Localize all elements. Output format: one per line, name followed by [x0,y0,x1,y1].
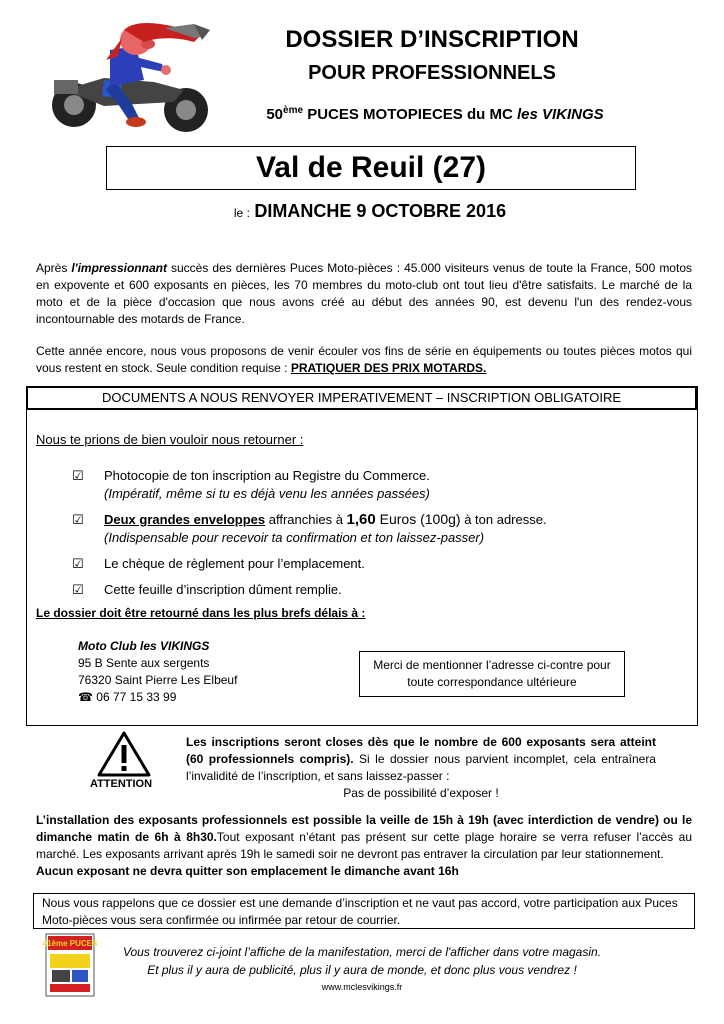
event-club: les VIKINGS [516,106,604,123]
city-box: Val de Reuil (27) [106,146,636,190]
doc-item-2-b: affranchies à [265,512,347,527]
intro-p1-a: Après [36,261,72,275]
address-city: 76320 Saint Pierre Les Elbeuf [78,673,238,687]
checkbox-icon: ☑ [72,556,84,571]
event-date [180,201,560,222]
website-url: www.mclesvikings.fr [321,982,403,992]
checkbox-icon: ☑ [72,582,84,597]
attention-rest: Si le dossier nous parvient incomplet, cela entraînera l’invalidité de l’inscription, et sans laissez-passer : [186,752,656,783]
date-prefix: le : [233,206,250,220]
doc-item-4: Cette feuille d’inscription dûment remplie. [104,582,342,597]
club-address [78,638,237,706]
warning-icon [96,730,152,778]
intro-paragraph-2 [36,343,692,377]
phone-icon: ☎ [78,690,93,704]
intro-p1-emphasis: l'impressionnant [71,261,167,275]
title-line-1: DOSSIER D’INSCRIPTION [285,26,579,53]
checkbox-icon: ☑ [72,468,84,483]
doc-item-2-price: 1,60 [346,511,376,528]
title-line-2: POUR PROFESSIONNELS [308,62,556,84]
doc-item-2-envelopes: Deux grandes enveloppes [104,512,266,527]
documents-header: DOCUMENTS A NOUS RENVOYER IMPERATIVEMENT – INSCRIPTION OBLIGATOIRE [26,386,697,410]
event-poster-thumbnail [42,934,98,996]
attention-no-exhibit: Pas de possibilité d’exposer ! [343,786,499,800]
edition-number: 50 [266,106,284,123]
installation-paragraph [36,812,692,880]
poster-title: 41ème PUCES [42,939,98,948]
intro-p2-a: Cette année encore, nous vous proposons de venir écouler vos fins de série en équipements ou toutes pièces motos qui vous restent en stock. Seule condition requise : [36,344,692,375]
intro-p2-condition: PRATIQUER DES PRIX MOTARDS. [290,361,487,375]
address-note-box: Merci de mentionner l’adresse ci-contre pour toute correspondance ultérieure [359,651,625,697]
footer-line-2: Et plus il y aura de publicité, plus il y aura de monde, et donc plus vous vendrez ! [147,963,577,977]
doc-item-1 [104,467,430,503]
checkbox-icon: ☑ [72,512,84,527]
viking-biker-logo [44,20,214,135]
date-value: DIMANCHE 9 OCTOBRE 2016 [254,201,507,221]
reminder-box: Nous vous rappelons que ce dossier est une demande d’inscription et ne vaut pas accord, votre participation aux Puces Moto-pièces vous sera confirmée ou infirmée par retour de courrier. [33,893,695,929]
footer-message [100,943,624,979]
attention-bold: Les inscriptions seront closes dès que le nombre de 600 exposants sera atteint (60 professionnels compris). [186,735,656,766]
doc-item-2-d: Euros (100g) [375,511,461,527]
documents-prompt: Nous te prions de bien vouloir nous retourner : [36,432,304,447]
address-street: 95 B Sente aux sergents [78,656,210,670]
installation-rest: Tout exposant n’étant pas présent sur cette plage horaire se verra refuser l’accès au marché. Les exposants arrivant après 19h le samedi soir ne devront pas entraver la circulation par leur stationnement. [36,830,693,861]
doc-item-1-note: (Impératif, même si tu es déjà venu les années passées) [104,486,430,501]
footer-line-1: Vous trouverez ci-joint l’affiche de la manifestation, merci de l'afficher dans votre magasin. [122,945,602,959]
doc-item-2-note: (Indispensable pour recevoir ta confirmation et ton laissez-passer) [104,530,485,545]
event-name [200,105,670,123]
attention-text [186,734,656,802]
installation-hours: L’installation des exposants professionnels est possible la veille de 15h à 19h (avec interdiction de vendre) ou le dimanche matin de 6h à 8h30. [36,813,692,844]
doc-item-1-label: Photocopie de ton inscription au Registre du Commerce. [104,468,430,483]
doc-item-3: Le chèque de règlement pour l’emplacement. [104,556,365,571]
intro-paragraph-1 [36,260,692,328]
installation-leave-rule: Aucun exposant ne devra quitter son emplacement le dimanche avant 16h [36,864,459,878]
address-name: Moto Club les VIKINGS [78,639,210,653]
address-phone: 06 77 15 33 99 [92,690,177,704]
doc-item-2 [104,510,547,547]
intro-p1-c: succès des dernières Puces Moto-pièces : 45.000 visiteurs venus de toute la France, 500 motos en expovente et 600 exposants en pièces, les 70 membres du moto-club ont tout lieu d'être satisfaits. Le marché de la moto et de la pièce d'occasion que nous avons créé au début des années 90, est devenu l'un des rendez-vous incontournable des motards de France. [36,261,692,326]
event-prefix: PUCES MOTOPIECES du MC [303,106,517,123]
doc-item-2-e: à ton adresse. [460,512,547,527]
edition-superscript: ème [283,105,304,116]
deadline-notice: Le dossier doit être retourné dans les plus brefs délais à : [36,606,366,620]
attention-label: ATTENTION [89,778,153,790]
